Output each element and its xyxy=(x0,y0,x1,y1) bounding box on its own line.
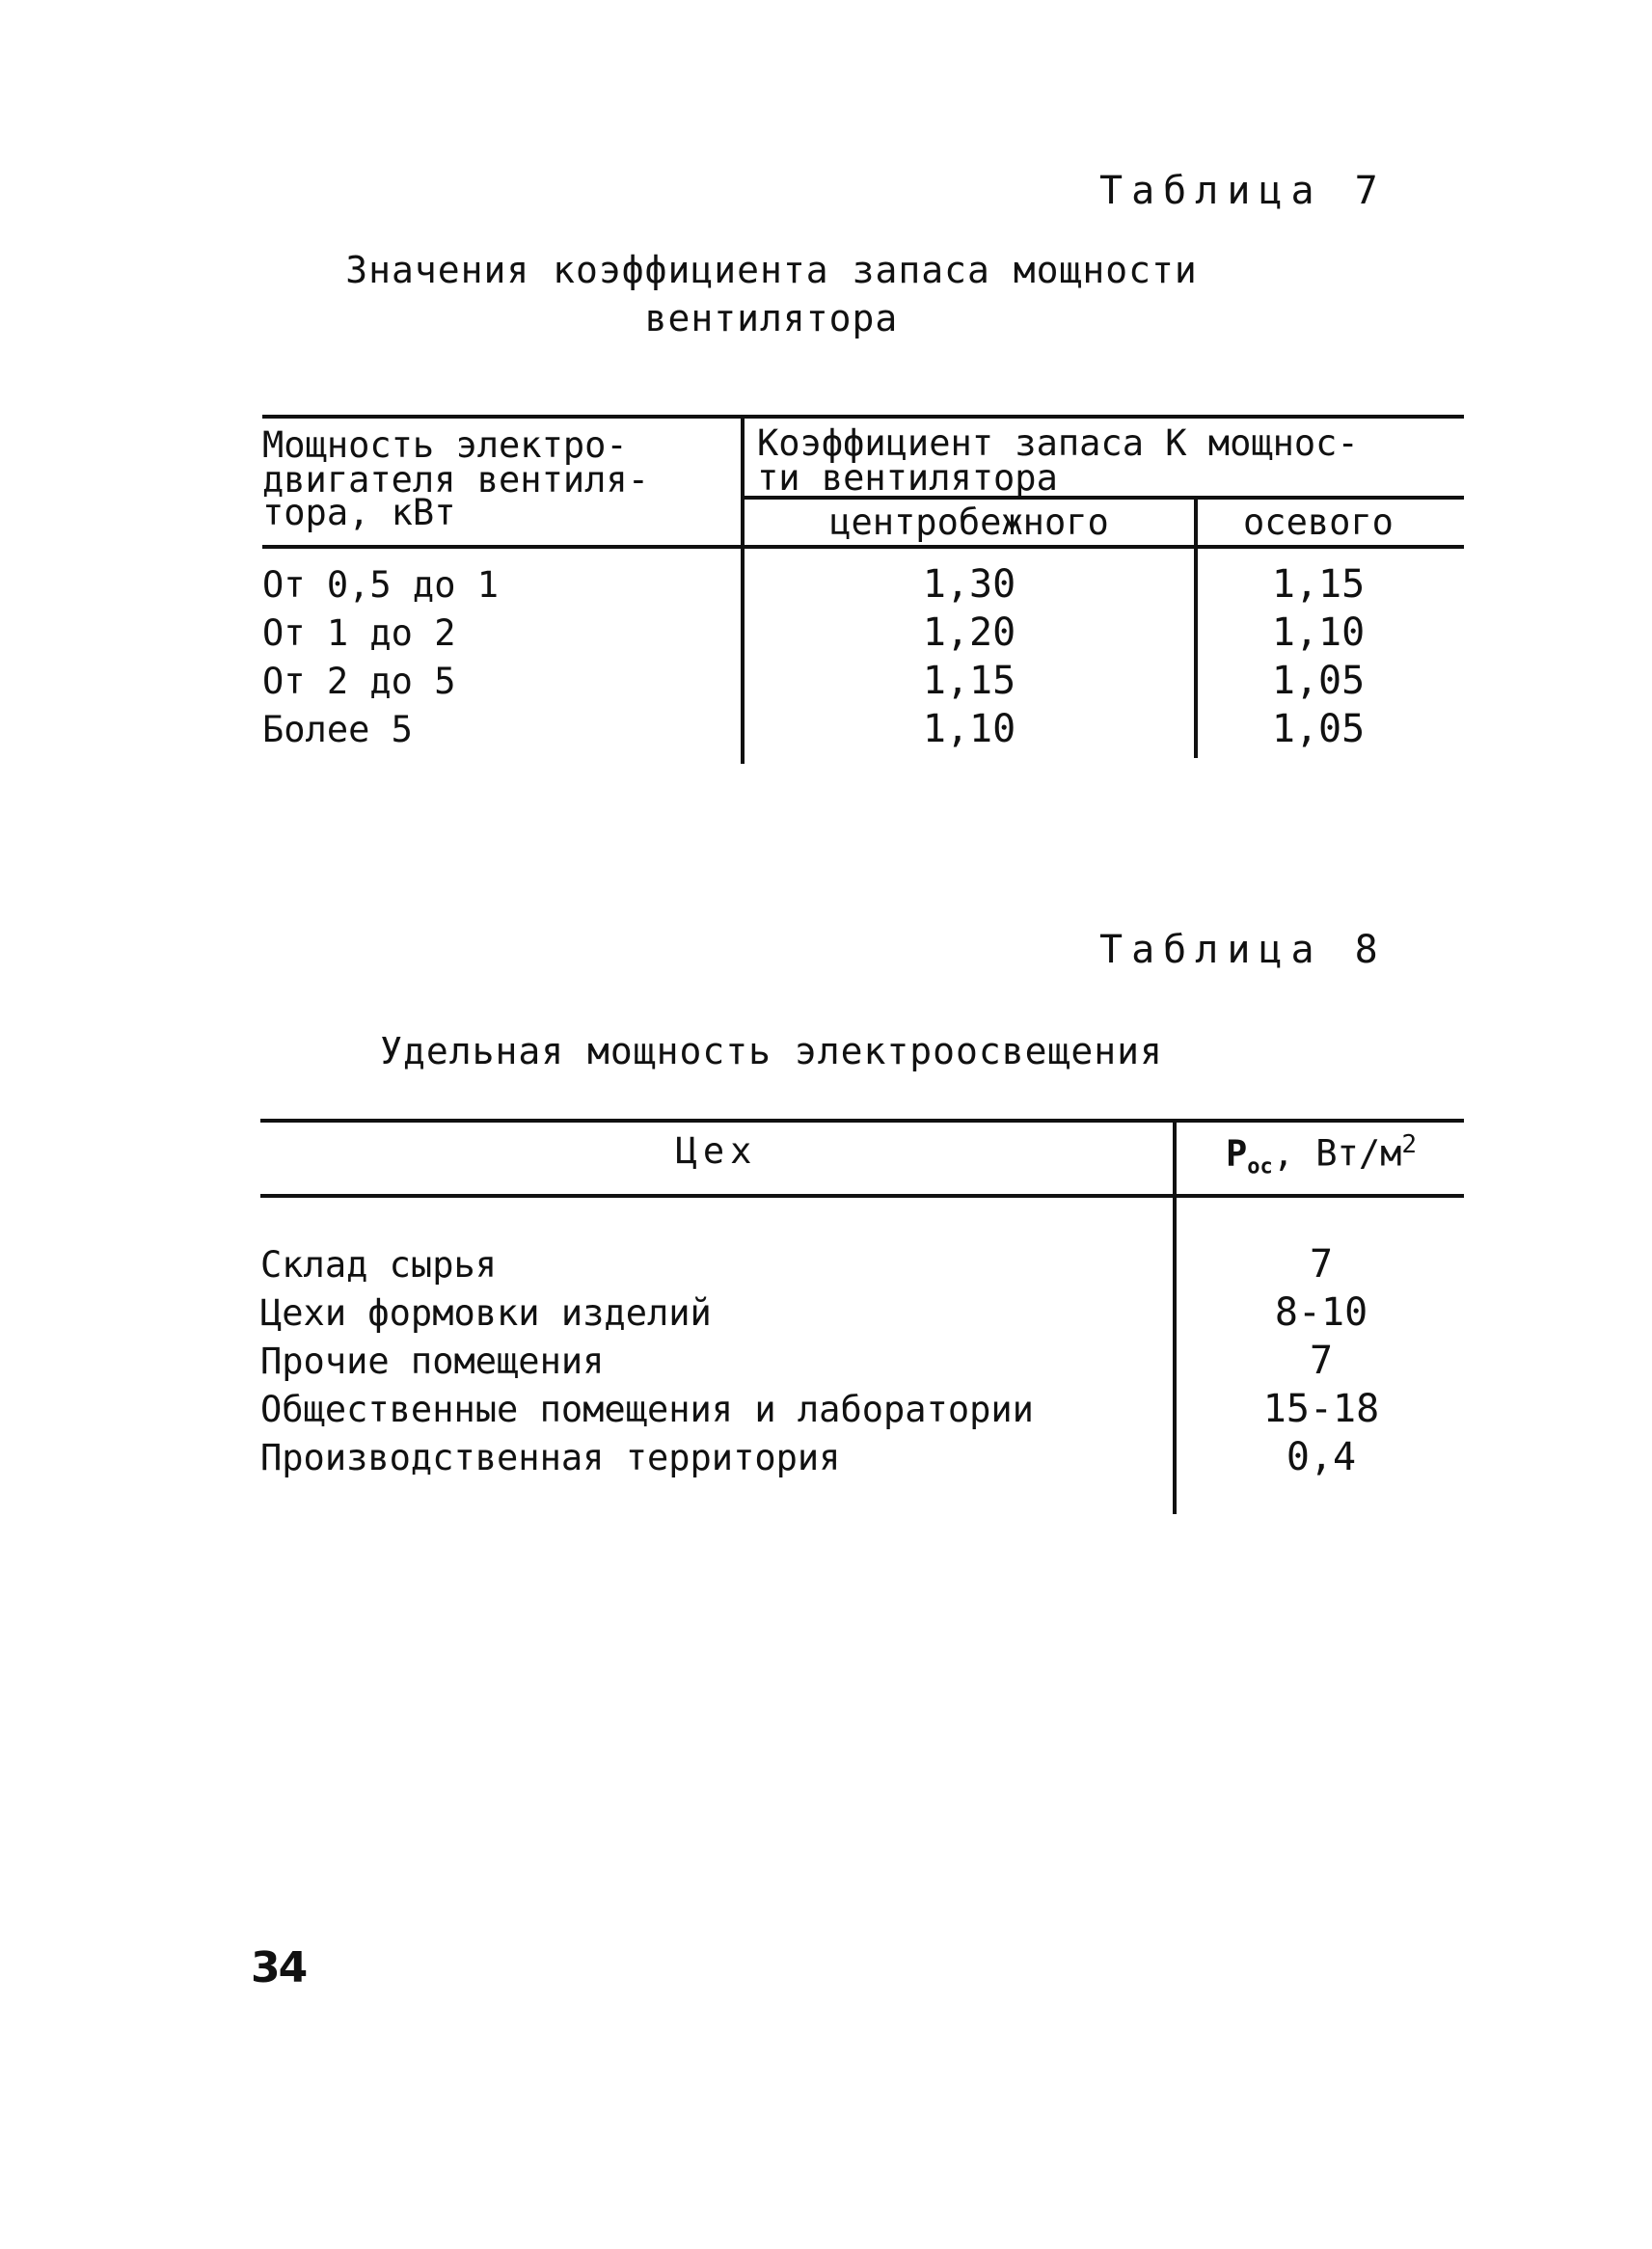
table7-row-centrifugal: 1,30 xyxy=(922,562,1016,607)
table8-top-rule xyxy=(260,1119,1464,1123)
table8-label: Таблица 8 xyxy=(1099,928,1387,972)
table8-row-name: Общественные помещения и лаборатории xyxy=(260,1389,1034,1430)
table8-row-value: 7 xyxy=(1309,1339,1334,1383)
table7-row-range: Более 5 xyxy=(262,709,413,750)
table7-row-range: От 1 до 2 xyxy=(262,612,456,654)
table8-header-col1: Цех xyxy=(675,1130,758,1172)
table7-header-col1-line3: тора, кВт xyxy=(262,492,456,533)
table8-header-rule xyxy=(260,1194,1464,1198)
table7-top-rule xyxy=(262,415,1464,419)
table7-title-line1: Значения коэффициента запаса мощности xyxy=(345,249,1198,291)
table7-row-range: От 0,5 до 1 xyxy=(262,564,500,606)
table7-row-axial: 1,05 xyxy=(1271,659,1366,703)
table8-title: Удельная мощность электроосвещения xyxy=(380,1030,1163,1072)
table7-header-axial: осевого xyxy=(1243,501,1394,543)
table7-row-axial: 1,15 xyxy=(1271,562,1366,607)
table7-header-col1-line2: двигателя вентиля- xyxy=(262,459,649,501)
table7-header-rule xyxy=(262,545,1464,549)
table8-header-col2 xyxy=(1178,1130,1464,1179)
table8-row-value: 0,4 xyxy=(1286,1435,1357,1479)
table7-row-range: От 2 до 5 xyxy=(262,661,456,702)
page-number: 34 xyxy=(251,1943,307,1992)
table7-row-centrifugal: 1,20 xyxy=(922,610,1016,655)
table8-row-name: Производственная территория xyxy=(260,1437,841,1478)
table8-header-col2-sub: ос xyxy=(1247,1154,1273,1179)
table7-title-line2: вентилятора xyxy=(644,297,899,339)
table7-header-group-line2: ти вентилятора xyxy=(757,457,1058,499)
table8-header-col2-symbol: P xyxy=(1225,1132,1248,1175)
table7-header-group-line1: Коэффициент запаса К мощнос- xyxy=(757,422,1359,464)
table8-row-value: 8-10 xyxy=(1274,1290,1368,1335)
table8-header-col2-unit: , Вт/м xyxy=(1272,1132,1402,1175)
table7-header-centrifugal: центробежного xyxy=(829,501,1109,543)
table8-col-divider xyxy=(1173,1119,1177,1514)
table7-header-col1-line1: Мощность электро- xyxy=(262,424,628,466)
table7-row-centrifugal: 1,10 xyxy=(922,707,1016,751)
table7-label: Таблица 7 xyxy=(1099,169,1387,213)
table7-row-centrifugal: 1,15 xyxy=(922,659,1016,703)
table8-row-name: Склад сырья xyxy=(260,1244,498,1286)
table8-row-value: 7 xyxy=(1309,1242,1334,1287)
table7-row-axial: 1,05 xyxy=(1271,707,1366,751)
table7-row-axial: 1,10 xyxy=(1271,610,1366,655)
table8-row-value: 15-18 xyxy=(1262,1387,1380,1431)
table8-header-col2-sup: 2 xyxy=(1401,1130,1418,1159)
table8-row-name: Прочие помещения xyxy=(260,1341,605,1382)
table8-row-name: Цехи формовки изделий xyxy=(260,1292,712,1334)
